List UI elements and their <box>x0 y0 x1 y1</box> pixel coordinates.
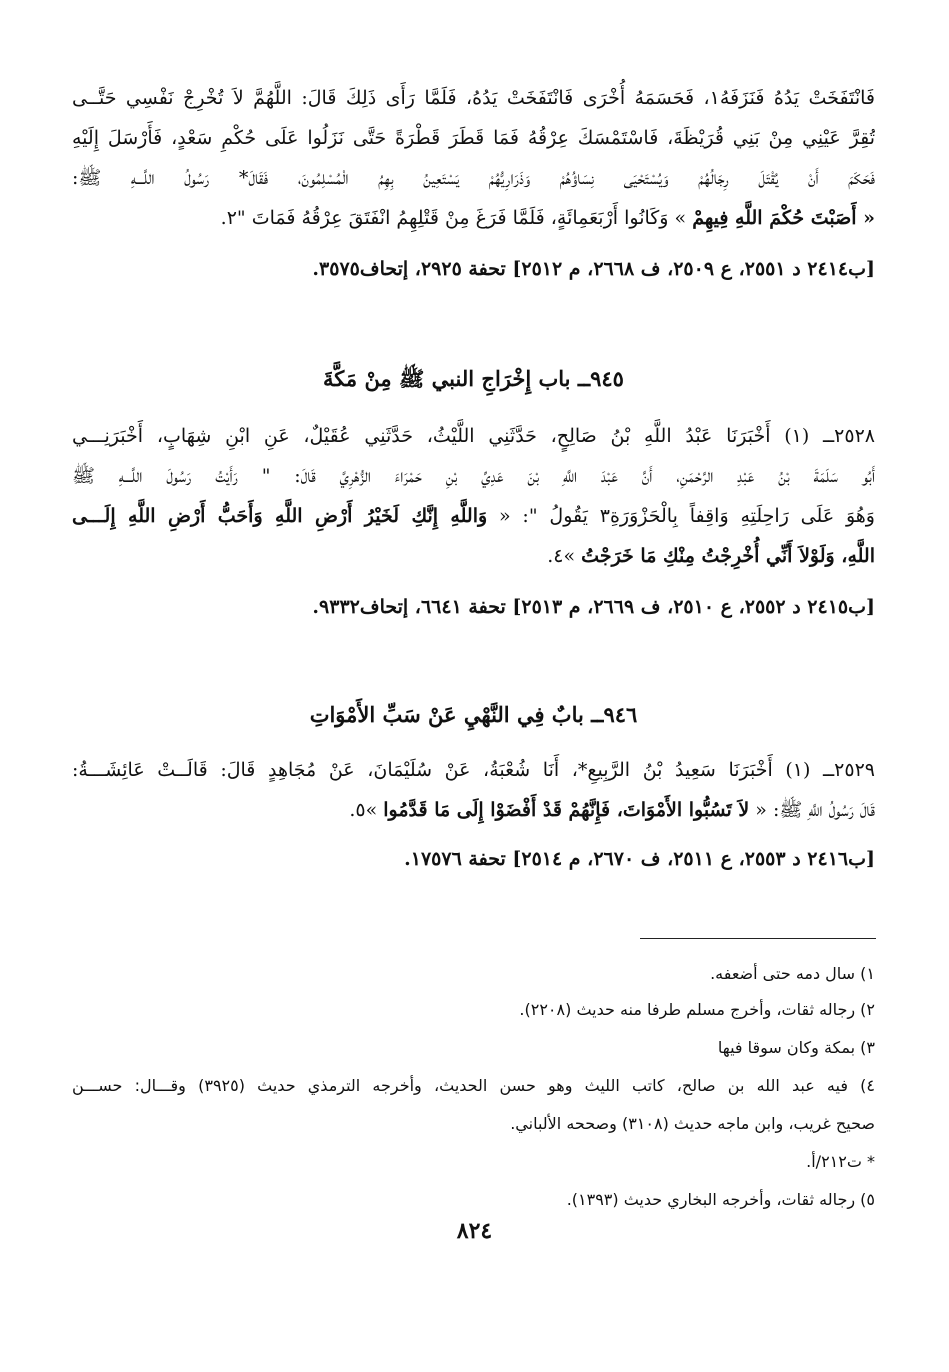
footnote: ٣) بمكة وكان سوقا فيها <box>717 1038 875 1057</box>
hadith-text-line: ٢٥٢٩ــ (١) أَخْبَرَنَا سَعِيدُ بْنُ الرَّبِيعِ*، أَنَا شُعْبَةُ، عَنْ سُلَيْمَانَ، عَنْ مُجَاهِدٍ قَالَ: قَالَــتْ عَائِشَـــةُ: <box>72 759 875 781</box>
page-number: ٨٢٤ <box>456 1218 493 1244</box>
hadith-text: »٥. <box>349 799 384 821</box>
hadith-text: » وَكَانُوا أَرْبَعَمِائَةٍ، فَلَمَّا فَرَغَ مِنْ قَتْلِهِمُ انْفَتَقَ عِرْقُهُ فَمَاتَ "٢. <box>220 207 693 229</box>
prophet-quote: وَاللَّهِ إِنَّكِ لَخَيْرُ أَرْضِ اللَّهِ وَأَحَبُّ أَرْضِ اللَّهِ إِلَـــى <box>72 505 488 527</box>
hadith-text: وَهُوَ عَلَى رَاحِلَتِهِ وَاقِفاً بِالْحَزْوَرَةِ٣ يَقُولُ ": « <box>487 505 875 527</box>
footnote: ٥) رجاله ثقات، وأخرجه البخاري حديث (١٣٩٣). <box>566 1190 875 1209</box>
hadith-text-line <box>72 496 875 536</box>
hadith-text-line: فَانْتَفَخَتْ يَدُهُ فَنَزَفَهُ١، فَحَسَمَهُ أُخْرَى فَانْتَفَخَتْ يَدُهُ، فَلَمَّا رَأَى ذَلِكَ قَالَ: اللَّهُمَّ لاَ تُخْرِجْ نَفْسِي حَتَّــى <box>72 87 875 109</box>
hadith-reference: [ب٢٤١٤ د ٢٥٥١، ع ٢٥٠٩، ف ٢٦٦٨، م ٢٥١٢] تحفة ٢٩٢٥، إتحاف٣٥٧٥. <box>312 258 875 280</box>
footnote: * ت٢١٢/أ. <box>806 1152 875 1171</box>
prophet-quote: لاَ تَسُبُّوا الأَمْوَاتَ، فَإِنَّهُمْ قَدْ أَفْضَوْا إِلَى مَا قَدَّمُوا <box>383 799 750 821</box>
hadith-text-line: ٢٥٢٨ــ (١) أَخْبَرَنَا عَبْدُ اللَّهِ بْنُ صَالِحٍ، حَدَّثَنِي اللَّيْثُ، حَدَّثَنِي عُقَيْلٌ، عَنِ ابْنِ شِهَابٍ، أَخْبَرَنِـــي <box>72 425 875 447</box>
hadith-text-line <box>72 790 875 830</box>
hadith-text: قَالَ رَسُولُ اللَّهِ ﷺ: « <box>749 799 875 821</box>
hadith-text: »٤. <box>547 545 582 567</box>
footnote: ٢) رجاله ثقات، وأخرج مسلم طرفا منه حديث (٢٢٠٨). <box>519 1000 875 1019</box>
footnote: صحيح غريب، وابن ماجه حديث (٣١٠٨) وصححه الألباني. <box>510 1114 875 1133</box>
hadith-text-line: فَحَكَمَ أَنْ يُقْتَلَ رِجَالُهُمْ وَيُسْتَحْيَى نِسَاؤُهُمْ وَذَرَارِيُّهُمْ يَسْتَعِينُ بِهِمُ الْمُسْلِمُونَ، فَقَالَ* رَسُولُ اللَّـــهِ ﷺ: <box>72 167 875 189</box>
hadith-text-line: تُقِرَّ عَيْنِي مِنْ بَنِي قُرَيْظَةَ، فَاسْتَمْسَكَ عِرْقُهُ فَمَا قَطَرَ قَطْرَةً حَتَّى نَزَلُوا عَلَى حُكْمِ سَعْدٍ، فَأَرْسَلَ إِلَيْهِ <box>72 127 875 149</box>
hadith-text-line <box>72 198 875 238</box>
footnote: ١) سال دمه حتى أضعفه. <box>710 964 875 983</box>
hadith-reference: [ب٢٤١٦ د ٢٥٥٣، ع ٢٥١١، ف ٢٦٧٠، م ٢٥١٤] تحفة ١٧٥٧٦. <box>404 848 875 870</box>
footnote-separator <box>640 938 876 939</box>
chapter-heading: ٩٤٥ــ باب إِخْرَاجِ النبي ﷺ مِنْ مَكَّةَ <box>323 366 624 391</box>
prophet-quote: « أَصَبْتَ حُكْمَ اللَّهِ فِيهِمْ <box>692 207 875 229</box>
hadith-reference: [ب٢٤١٥ د ٢٥٥٢، ع ٢٥١٠، ف ٢٦٦٩، م ٢٥١٣] تحفة ٦٦٤١، إتحاف٩٣٣٢. <box>312 596 875 618</box>
hadith-text-line <box>72 536 875 576</box>
prophet-quote: اللَّهِ، وَلَوْلاَ أَنِّي أُخْرِجْتُ مِنْكِ مَا خَرَجْتُ <box>581 545 875 567</box>
chapter-heading: ٩٤٦ــ بابٌ فِي النَّهْيِ عَنْ سَبِّ الأَمْوَاتِ <box>309 702 638 727</box>
footnote: ٤) فيه عبد الله بن صالح، كاتب الليث وهو حسن الحديث، وأخرجه الترمذي حديث (٣٩٢٥) وقـــال: حســـن <box>72 1076 875 1095</box>
hadith-text-line: أَبُو سَلَمَةَ بْنُ عَبْدِ الرَّحْمَنِ، أَنَّ عَبْدَ اللَّهِ بْنَ عَدِيِّ بْنِ حَمْرَاءَ الزُّهْرِيَّ قَالَ: " رَأَيْتُ رَسُولَ اللَّـــهِ ﷺ <box>72 465 875 487</box>
